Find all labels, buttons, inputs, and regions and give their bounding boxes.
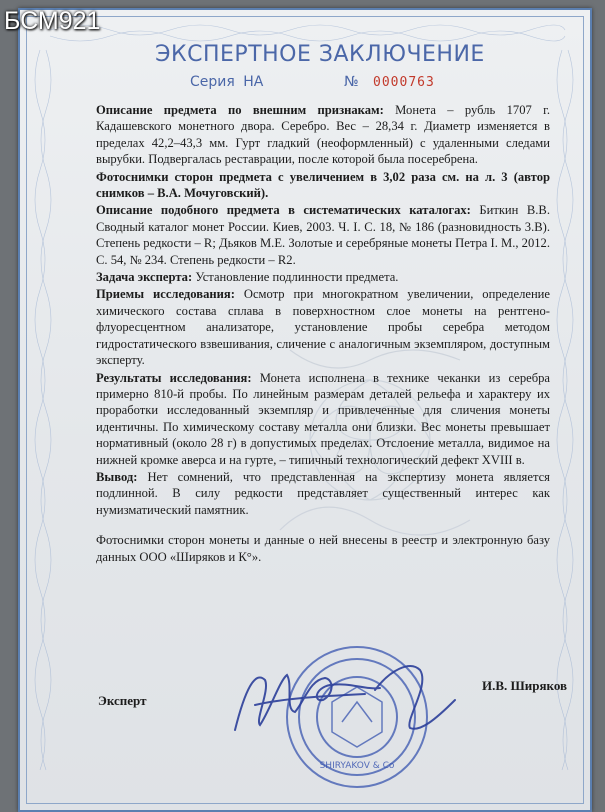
- photos-paragraph: [96, 169, 550, 202]
- registry-text: Фотоснимки сторон монеты и данные о ней внесены в реестр и электронную базу данных ООО «Ширяков и К°».: [96, 533, 550, 564]
- conclusion-paragraph: [96, 469, 550, 518]
- watermark-tag: БСМ921: [4, 7, 101, 35]
- results-label: Результаты исследования:: [96, 370, 252, 385]
- series-value: НА: [243, 74, 264, 90]
- number-label: №: [344, 74, 359, 90]
- catalog-paragraph: [96, 202, 550, 268]
- series-field: [190, 74, 263, 90]
- catalog-text: Биткин В.В. Сводный каталог монет России. Киев, 2003. Ч. I. С. 18, № 186 (разновидность 3.В). Степень редкости – R; Дьяков М.Е. Золотые и серебряные монеты Петра I. М., 2012. С. 54, № 234. Степень редкости – R2.: [96, 203, 550, 267]
- serial-number: 0000763: [373, 75, 435, 90]
- photos-text: Фотоснимки сторон предмета с увеличением в 3,02 раза см. на л. 3 (автор снимков – В.А. Мочуговский).: [96, 169, 550, 201]
- expert-name: И.В. Ширяков: [482, 678, 568, 693]
- catalog-label: Описание подобного предмета в систематических каталогах:: [96, 203, 471, 218]
- task-label: Задача эксперта:: [96, 270, 193, 285]
- methods-paragraph: [96, 286, 550, 368]
- certificate-body: [96, 102, 550, 566]
- document-title: ЭКСПЕРТНОЕ ЗАКЛЮЧЕНИЕ: [155, 42, 485, 67]
- conclusion-label: Вывод:: [96, 469, 138, 484]
- signature: [215, 650, 475, 740]
- results-text: Монета исполнена в технике чеканки из серебра примерно 810-й пробы. По линейным размерам деталей рельефа и характеру их проработки исследованный экземпляр и привлеченные для сличения монеты идентичны. По химическому составу металла они близки. Вес монеты превышает нормативный (около 28 г) в допустимых пределах. Отслоение металла, видимое на нижней кромке аверса и на гурте, – типичный технологический дефект XVIII в.: [96, 370, 551, 467]
- certificate-sheet: [18, 8, 592, 812]
- task-text: Установление подлинности предмета.: [195, 270, 399, 285]
- expert-label: Эксперт: [98, 693, 147, 708]
- conclusion-text: Нет сомнений, что представленная на экспертизу монета является подлинной. В силу редкости представляет существенный интерес как нумизматический памятник.: [96, 469, 550, 517]
- description-text: Монета – рубль 1707 г. Кадашевского монетного двора. Серебро. Вес – 28,34 г. Диаметр изменяется в пределах 42,2–43,3 мм. Гурт гладкий (неоформленный) с удаленными следами вырубки. Подвергалась реставрации, после которой была посеребрена.: [96, 103, 551, 167]
- seal-text: SHIRYAKOV & Co: [319, 761, 395, 771]
- task-paragraph: [96, 269, 550, 285]
- results-paragraph: [96, 370, 550, 468]
- description-label: Описание предмета по внешним признакам:: [96, 103, 384, 117]
- number-field: [344, 74, 435, 90]
- methods-text: Осмотр при многократном увеличении, определение химического состава сплава в поверхностном слое монеты на рентгено-флуоресцентном анализаторе, установление пробы серебра методом гидростатического взвешивания, сличение с аналогичным экземпляром, доступным эксперту.: [96, 287, 551, 368]
- registry-paragraph: [96, 532, 550, 565]
- methods-label: Приемы исследования:: [96, 287, 235, 302]
- description-paragraph: [96, 102, 550, 168]
- series-label: Серия: [190, 74, 235, 90]
